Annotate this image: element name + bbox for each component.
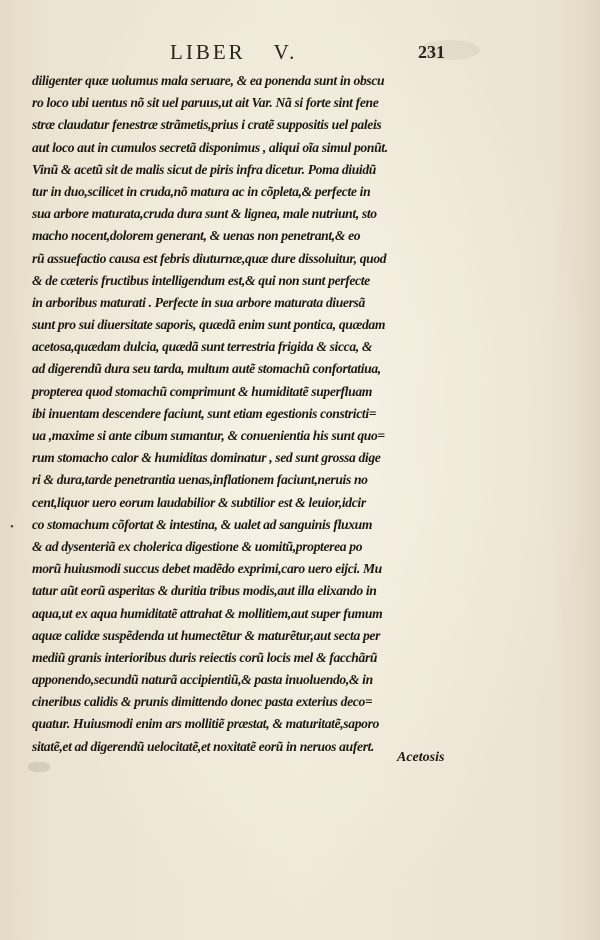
text-line: co stomachum cõfortat & intestina, & ualet ad sanguinis fluxum xyxy=(32,516,373,532)
text-line: ua ,maxime si ante cibum sumantur, & conuenientia his sunt quo= xyxy=(32,428,385,443)
text-line: cineribus calidis & prunis dimittendo donec pasta exterius deco= xyxy=(32,694,373,710)
text-line: in arboribus maturati . Perfecte in sua arbore maturata diuersã xyxy=(32,294,365,310)
text-line: acetosa,quædam dulcia, quædã sunt terrestria frigida & sicca, & xyxy=(32,339,373,355)
text-line: apponendo,secundũ naturã accipientiũ,& pasta inuoluendo,& in xyxy=(32,672,373,688)
running-title-liber: LIBER xyxy=(170,40,246,64)
text-line: ad digerendũ dura seu tarda, multum autẽ stomachũ confortatiua, xyxy=(32,361,381,377)
text-line: morũ huiusmodi succus debet madẽdo exprimi,caro uero eijci. Mu xyxy=(32,561,382,577)
running-header xyxy=(0,38,600,64)
text-line: rum stomacho calor & humiditas dominatur , sed sunt grossa dige xyxy=(32,450,381,466)
text-line: quatur. Huiusmodi enim ars mollitiẽ præstat, & maturitatẽ,saporo xyxy=(32,716,379,732)
text-line: macho nocent,dolorem generant, & uenas non penetrant,& eo xyxy=(32,228,361,244)
catchword: Acetosis xyxy=(397,750,445,765)
running-title xyxy=(170,40,297,65)
text-line: propterea quod stomachũ comprimunt & humiditatẽ superfluam xyxy=(32,383,372,399)
text-line: mediũ granis interioribus duris reiectis corũ locis mel & facchãrũ xyxy=(32,649,378,665)
folio-number: 231 xyxy=(418,42,445,62)
text-line: rũ assuefactio causa est febris diuturnæ,quæ dure dissoluitur, quod xyxy=(32,250,387,266)
ink-smudge xyxy=(28,762,50,772)
text-line: & ad dysenteriã ex cholerica digestione & uomitũ,propterea po xyxy=(32,538,363,554)
text-line: Vinũ & acetũ sit de malis sicut de piris infra dicetur. Poma diuidũ xyxy=(32,161,377,177)
text-line: aquæ calidæ suspẽdenda ut humectẽtur & maturẽtur,aut secta per xyxy=(32,627,381,643)
text-line: sitatẽ,et ad digerendũ uelocitatẽ,et noxitatẽ eorũ in neruos aufert. xyxy=(32,738,375,754)
text-line: aut loco aut in cumulos secretã disponimus , aliqui oĩa simul ponũt. xyxy=(32,139,388,155)
body-text xyxy=(32,70,464,758)
text-line: stræ claudatur fenestræ strãmetis,prius i cratẽ suppositis uel paleis xyxy=(32,117,382,133)
text-line: tatur aũt eorũ asperitas & duritia tribus modis,aut illa elixando in xyxy=(32,583,377,599)
margin-mark: • xyxy=(10,521,14,533)
text-line: sua arbore maturata,cruda dura sunt & lignea, male nutriunt, sto xyxy=(32,206,377,222)
text-line: ri & dura,tarde penetrantia uenas,inflationem faciunt,neruis no xyxy=(32,472,368,488)
text-line: cent,liquor uero eorum laudabilior & subtilior est & leuior,idcir xyxy=(32,494,366,510)
text-line: & de cæteris fructibus intelligendum est,& qui non sunt perfecte xyxy=(32,272,370,288)
text-line: aqua,ut ex aqua humiditatẽ attrahat & mollitiem,aut super fumum xyxy=(32,605,383,621)
text-line: ro loco ubi uentus nõ sit uel paruus,ut ait Var. Nã si forte sint fene xyxy=(32,95,379,111)
text-line: diligenter quæ uolumus mala seruare, & ea ponenda sunt in obscu xyxy=(32,73,385,88)
text-line: ibi inuentam descendere faciunt, sunt etiam egestionis constricti= xyxy=(32,405,377,421)
text-line: sunt pro sui diuersitate saporis, quædã enim sunt pontica, quædam xyxy=(32,317,386,333)
book-number: V. xyxy=(273,40,298,64)
text-line: tur in duo,scilicet in cruda,nõ matura ac in cõpleta,& perfecte in xyxy=(32,183,371,199)
